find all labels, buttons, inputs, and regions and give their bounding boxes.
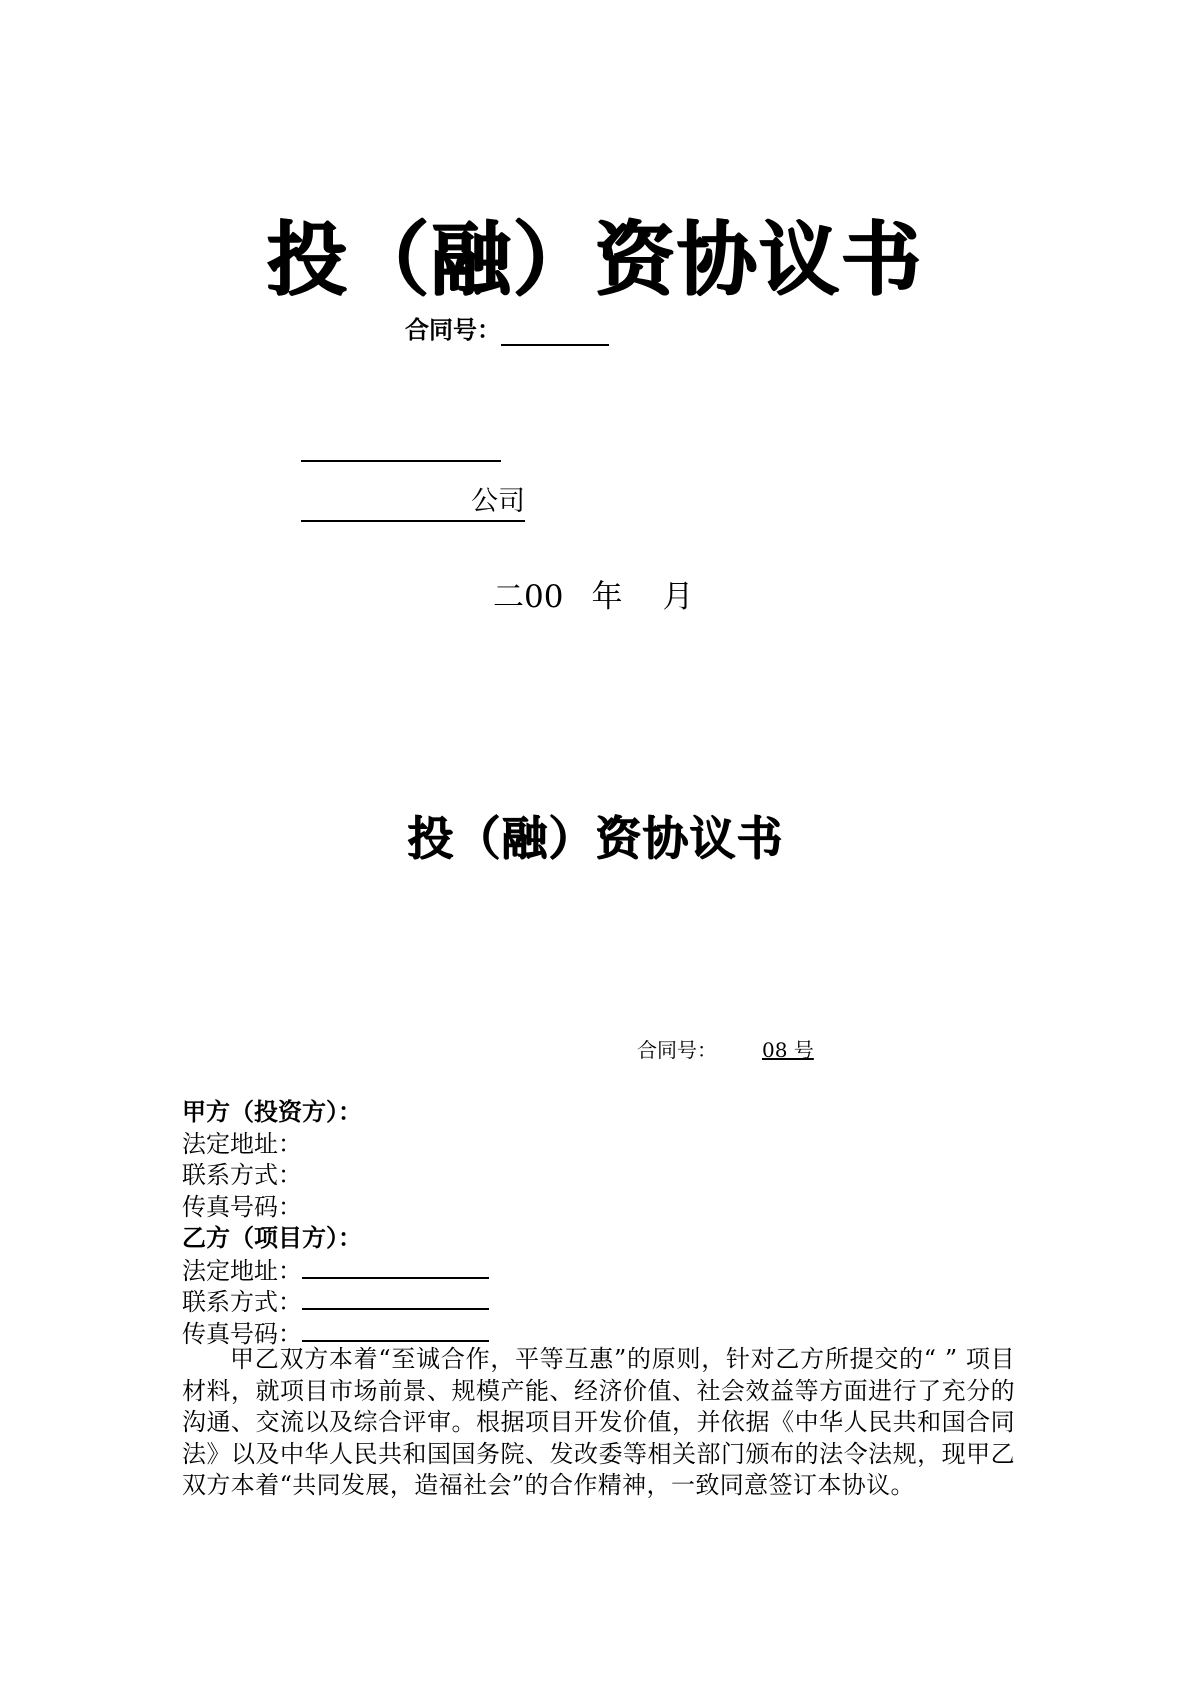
party-a-address: 法定地址： [182,1129,302,1158]
cover-company-suffix: 公司 [471,486,525,517]
party-b-fax-label: 传真号码： [182,1319,302,1348]
parties-section [182,1097,489,1349]
party-b-address-blank [302,1255,489,1279]
agreement-contract-value: 08 号 [762,1038,814,1062]
cover-contract-blank [501,322,609,346]
party-b-address-label: 法定地址： [182,1256,302,1285]
party-b-contact-blank [302,1286,489,1310]
party-b-heading: 乙方（项目方）： [182,1224,362,1252]
cover-contract-number [405,314,609,346]
cover-company-underline [301,484,525,522]
cover-date [493,577,693,617]
cover-date-month: 月 [662,579,694,615]
agreement-title: 投（融）资协议书 [407,811,783,865]
party-a-heading: 甲方（投资方）： [182,1098,362,1126]
cover-company [301,484,525,522]
cover-date-year-prefix: 二00 [493,579,564,615]
party-b-contact-row [182,1286,489,1318]
party-b-contact-label: 联系方式： [182,1288,302,1316]
party-b-address-row [182,1255,489,1287]
agreement-contract-label: 合同号： [637,1038,717,1062]
party-a-fax: 传真号码： [182,1192,302,1221]
cover-contract-label: 合同号： [405,316,501,344]
cover-date-year: 年 [591,579,623,615]
party-a-contact: 联系方式： [182,1161,302,1189]
agreement-preamble: 甲乙双方本着“至诚合作，平等互惠”的原则，针对乙方所提交的“ ” 项目材料，就项目市场前景、规模产能、经济价值、社会效益等方面进行了充分的沟通、交流以及综合评审。根据项目开发价值，并依据《中华人民共和国合同法》以及中华人民共和国国务院、发改委等相关部门颁布的法令法规，现甲乙双方本着“共同发展，造福社会”的合作精神，一致同意签订本协议。 [182,1345,1015,1499]
cover-company-blank-line [301,460,501,462]
agreement-contract-number [637,1036,814,1064]
cover-title: 投（融）资协议书 [267,213,923,306]
party-b-fax-blank [302,1318,489,1342]
